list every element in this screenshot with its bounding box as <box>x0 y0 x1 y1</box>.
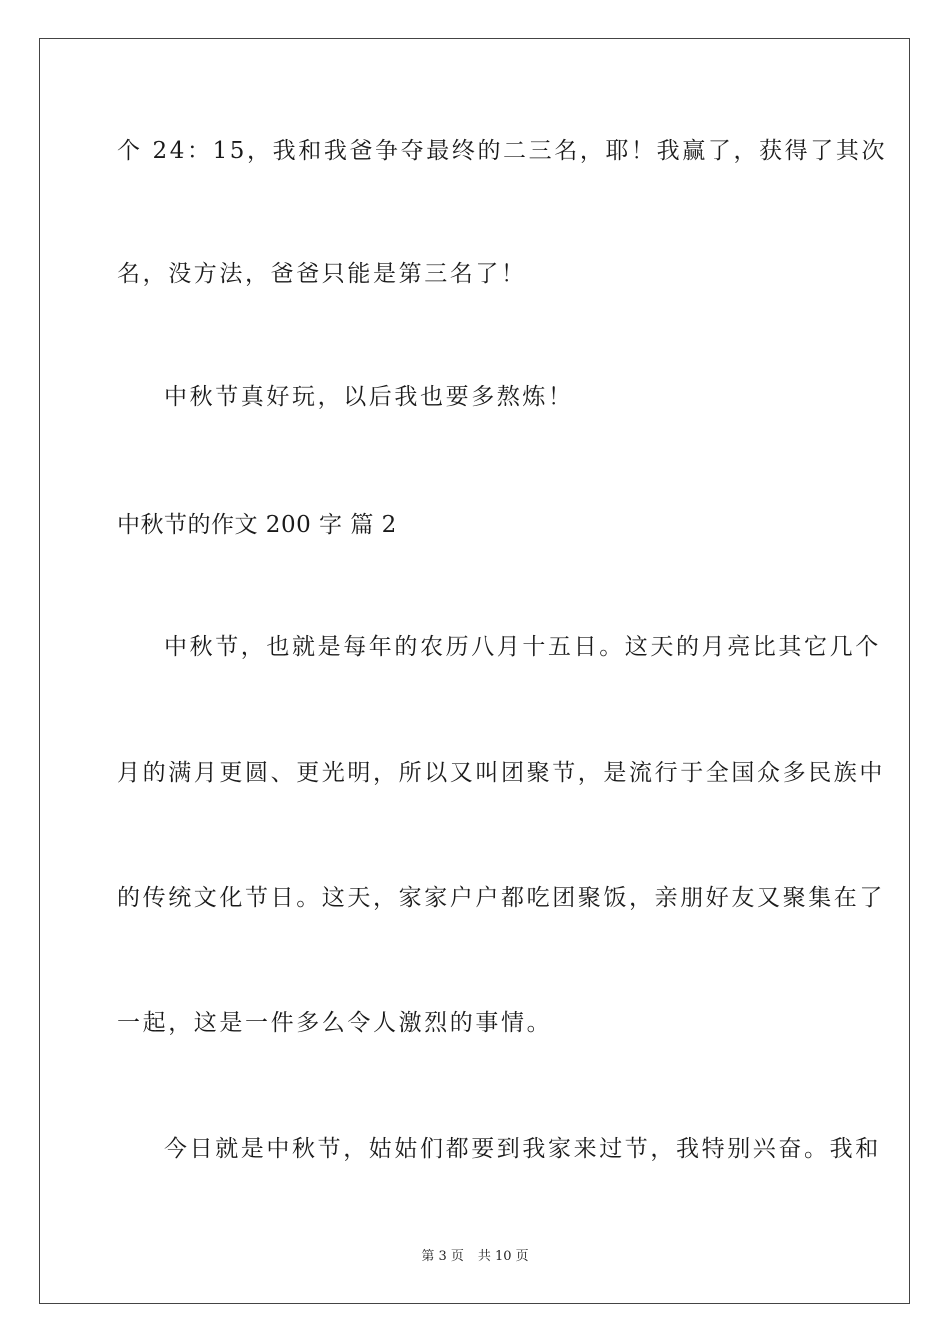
section-heading: 中秋节的作文 200 字 篇 2 <box>117 512 397 538</box>
paragraph-line: 名，没方法，爸爸只能是第三名了！ <box>117 261 527 287</box>
page-total: 共 10 页 <box>477 1249 529 1264</box>
paragraph-line: 的传统文化节日。这天，家家户户都吃团聚饭，亲朋好友又聚集在了 <box>117 885 885 911</box>
page-number: 第 3 页 <box>421 1249 464 1264</box>
paragraph-line: 中秋节真好玩，以后我也要多熬炼！ <box>164 384 574 410</box>
page-border <box>39 38 910 1304</box>
page-footer <box>0 1248 950 1266</box>
paragraph-line: 一起，这是一件多么令人激烈的事情。 <box>117 1010 553 1036</box>
paragraph-line: 今日就是中秋节，姑姑们都要到我家来过节，我特别兴奋。我和 <box>164 1136 881 1162</box>
paragraph-line: 个 24：15，我和我爸争夺最终的二三名，耶！我赢了，获得了其次 <box>117 138 888 164</box>
paragraph-line: 月的满月更圆、更光明，所以又叫团聚节，是流行于全国众多民族中 <box>117 760 885 786</box>
paragraph-line: 中秋节，也就是每年的农历八月十五日。这天的月亮比其它几个 <box>164 634 881 660</box>
